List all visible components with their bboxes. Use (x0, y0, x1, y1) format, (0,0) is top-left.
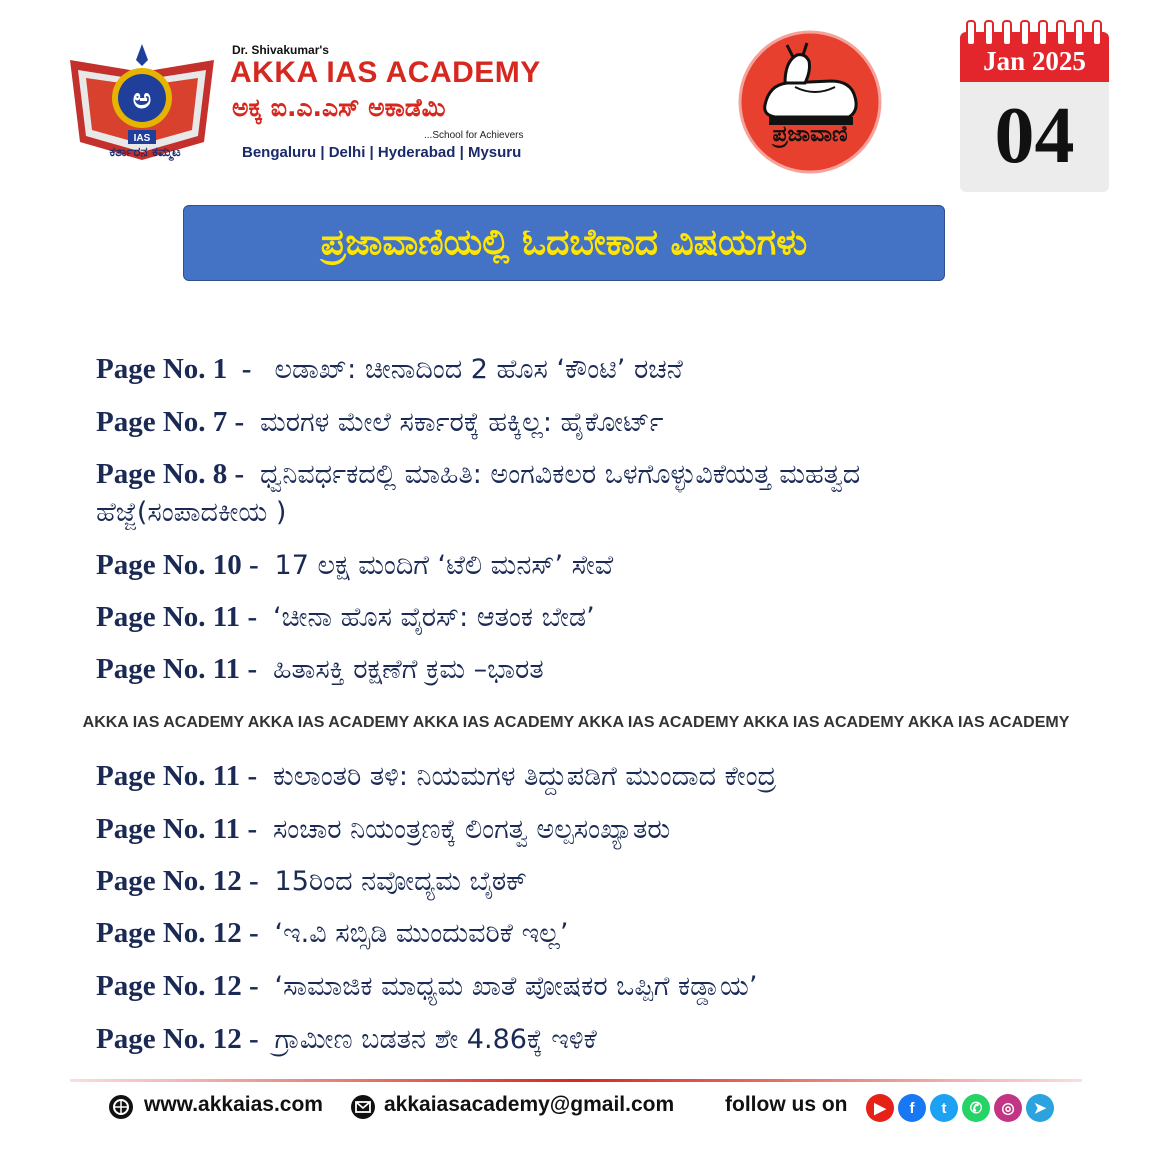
instagram-glyph: ◎ (1001, 1100, 1015, 1117)
newspaper-name: ಪ್ರಜಾವಾಣಿ (772, 122, 848, 147)
article-item (96, 757, 1056, 796)
page-number: Page No. 12 (96, 917, 242, 949)
svg-text:ಅ: ಅ (132, 82, 152, 115)
page-number: Page No. 7 (96, 406, 228, 438)
article-item (96, 810, 1056, 849)
page-number: Page No. 12 (96, 865, 242, 897)
twitter-glyph: t (941, 1099, 947, 1117)
calendar-ring (1074, 20, 1084, 46)
calendar-ring (1038, 20, 1048, 46)
telegram-glyph: ➤ (1033, 1100, 1047, 1117)
calendar-month: Jan 2025 (983, 46, 1086, 76)
article-title: ಹಿತಾಸಕ್ತಿ ರಕ್ಷಣೆಗೆ ಕ್ರಮ –ಭಾರತ (272, 654, 544, 685)
title-banner (183, 205, 945, 281)
calendar-ring (1020, 20, 1030, 46)
page-number: Page No. 11 (96, 813, 241, 845)
article-title: ಕುಲಾಂತರಿ ತಳಿ: ನಿಯಮಗಳ ತಿದ್ದುಪಡಿಗೆ ಮುಂದಾದ ಕೇಂದ್ರ (272, 761, 777, 792)
email-icon (350, 1094, 376, 1120)
article-item (96, 350, 1056, 389)
watermark-strip: AKKA IAS ACADEMY AKKA IAS ACADEMY AKKA IAS ACADEMY AKKA IAS ACADEMY AKKA IAS ACADEMY AKKA IAS ACADEMY (82, 714, 1070, 731)
banner-title: ಪ್ರಜಾವಾಣಿಯಲ್ಲಿ ಓದಬೇಕಾದ ವಿಷಯಗಳು (320, 222, 808, 263)
whatsapp-glyph: ✆ (969, 1100, 983, 1117)
email-link[interactable]: akkaiasacademy@gmail.com (384, 1093, 675, 1116)
facebook-icon[interactable] (898, 1094, 926, 1122)
article-item (96, 598, 1056, 637)
page-number: Page No. 10 (96, 549, 242, 581)
separator: - (240, 601, 265, 633)
brand-name: AKKA IAS ACADEMY (230, 56, 541, 89)
page-number: Page No. 11 (96, 760, 241, 792)
calendar-ring (966, 20, 976, 46)
article-title: ಸಂಚಾರ ನಿಯಂತ್ರಣಕ್ಕೆ ಲಿಂಗತ್ವ ಅಲ್ಪಸಂಖ್ಯಾತರು (272, 814, 671, 845)
logo-badge-text: IAS (133, 133, 151, 144)
youtube-icon[interactable] (866, 1094, 894, 1122)
logo-tagline: ಕರ್ತಾರನ ಕಮ್ಮಟ (109, 145, 181, 160)
instagram-icon[interactable] (994, 1094, 1022, 1122)
calendar-ring (1002, 20, 1012, 46)
separator: - (227, 406, 252, 438)
page-number: Page No. 1 (96, 353, 228, 385)
article-item (96, 967, 1056, 1006)
calendar-day: 04 (994, 92, 1075, 180)
telegram-icon[interactable] (1026, 1094, 1054, 1122)
newspaper-logo (735, 27, 885, 177)
article-item (96, 455, 1056, 532)
article-title: ‘ಚೀನಾ ಹೊಸ ವೈರಸ್: ಆತಂಕ ಬೇಡ’ (272, 602, 595, 633)
separator: - (240, 653, 265, 685)
facebook-glyph: f (909, 1099, 915, 1117)
separator: - (240, 813, 265, 845)
article-title: ಧ್ವನಿವರ್ಧಕದಲ್ಲಿ ಮಾಹಿತಿ: ಅಂಗವಿಕಲರ ಒಳಗೊಳ್ಳುವಿಕೆಯತ್ತ ಮಹತ್ವದ (260, 459, 861, 490)
page-number: Page No. 12 (96, 970, 242, 1002)
brand-tagline: ...School for Achievers (424, 130, 524, 141)
separator: - (241, 549, 266, 581)
separator: - (241, 917, 266, 949)
article-item (96, 650, 1056, 689)
article-item (96, 914, 1056, 953)
separator: - (241, 1023, 266, 1055)
article-title: ‘ಸಾಮಾಜಿಕ ಮಾಧ್ಯಮ ಖಾತೆ ಪೋಷಕರ ಒಪ್ಪಿಗೆ ಕಡ್ಡಾಯ’ (274, 971, 758, 1002)
separator: - (227, 458, 252, 490)
article-title: 17 ಲಕ್ಷ ಮಂದಿಗೆ ‘ಟೆಲಿ ಮನಸ್’ ಸೇವೆ (274, 550, 614, 581)
date-calendar (960, 32, 1109, 192)
article-item (96, 862, 1056, 901)
article-item (96, 1020, 1056, 1059)
page-number: Page No. 11 (96, 601, 241, 633)
calendar-body (960, 82, 1109, 192)
whatsapp-icon[interactable] (962, 1094, 990, 1122)
article-title: 15ರಿಂದ ನವೋದ್ಯಮ ಬೈಠಕ್ (274, 866, 528, 897)
follow-label: follow us on (725, 1093, 848, 1116)
website-link[interactable]: www.akkaias.com (144, 1093, 323, 1116)
calendar-ring (984, 20, 994, 46)
brand-name-kannada: ಅಕ್ಕ ಐ.ಎ.ಎಸ್ ಅಕಾಡೆಮಿ (232, 93, 446, 122)
article-item (96, 403, 1056, 442)
page-number: Page No. 12 (96, 1023, 242, 1055)
brand-prefix: Dr. Shivakumar's (232, 43, 329, 57)
separator: - (241, 865, 266, 897)
twitter-icon[interactable] (930, 1094, 958, 1122)
footer-divider (70, 1079, 1082, 1082)
page-number: Page No. 11 (96, 653, 241, 685)
article-title: ಗ್ರಾಮೀಣ ಬಡತನ ಶೇ 4.86ಕ್ಕೆ ಇಳಿಕೆ (274, 1024, 597, 1055)
article-item (96, 546, 1056, 585)
calendar-ring (1092, 20, 1102, 46)
calendar-ring (1056, 20, 1066, 46)
separator: - (241, 970, 266, 1002)
article-title: ಮರಗಳ ಮೇಲೆ ಸರ್ಕಾರಕ್ಕೆ ಹಕ್ಕಿಲ್ಲ: ಹೈಕೋರ್ಟ್ (260, 407, 664, 438)
article-title: ಲಡಾಖ್: ಚೀನಾದಿಂದ 2 ಹೊಸ ‘ಕೌಂಟಿ’ ರಚನೆ (274, 354, 683, 385)
brand-cities: Bengaluru | Delhi | Hyderabad | Mysuru (242, 144, 522, 161)
globe-icon (108, 1094, 134, 1120)
youtube-glyph: ▶ (874, 1100, 886, 1117)
page-number: Page No. 8 (96, 458, 228, 490)
separator: - (227, 353, 266, 385)
separator: - (240, 760, 265, 792)
calendar-header (960, 32, 1109, 82)
article-title: ‘ಇ.ವಿ ಸಬ್ಸಿಡಿ ಮುಂದುವರಿಕೆ ಇಲ್ಲ’ (274, 918, 569, 949)
article-title-continued: ಹೆಜ್ಜೆ(ಸಂಪಾದಕೀಯ ) (96, 497, 287, 528)
